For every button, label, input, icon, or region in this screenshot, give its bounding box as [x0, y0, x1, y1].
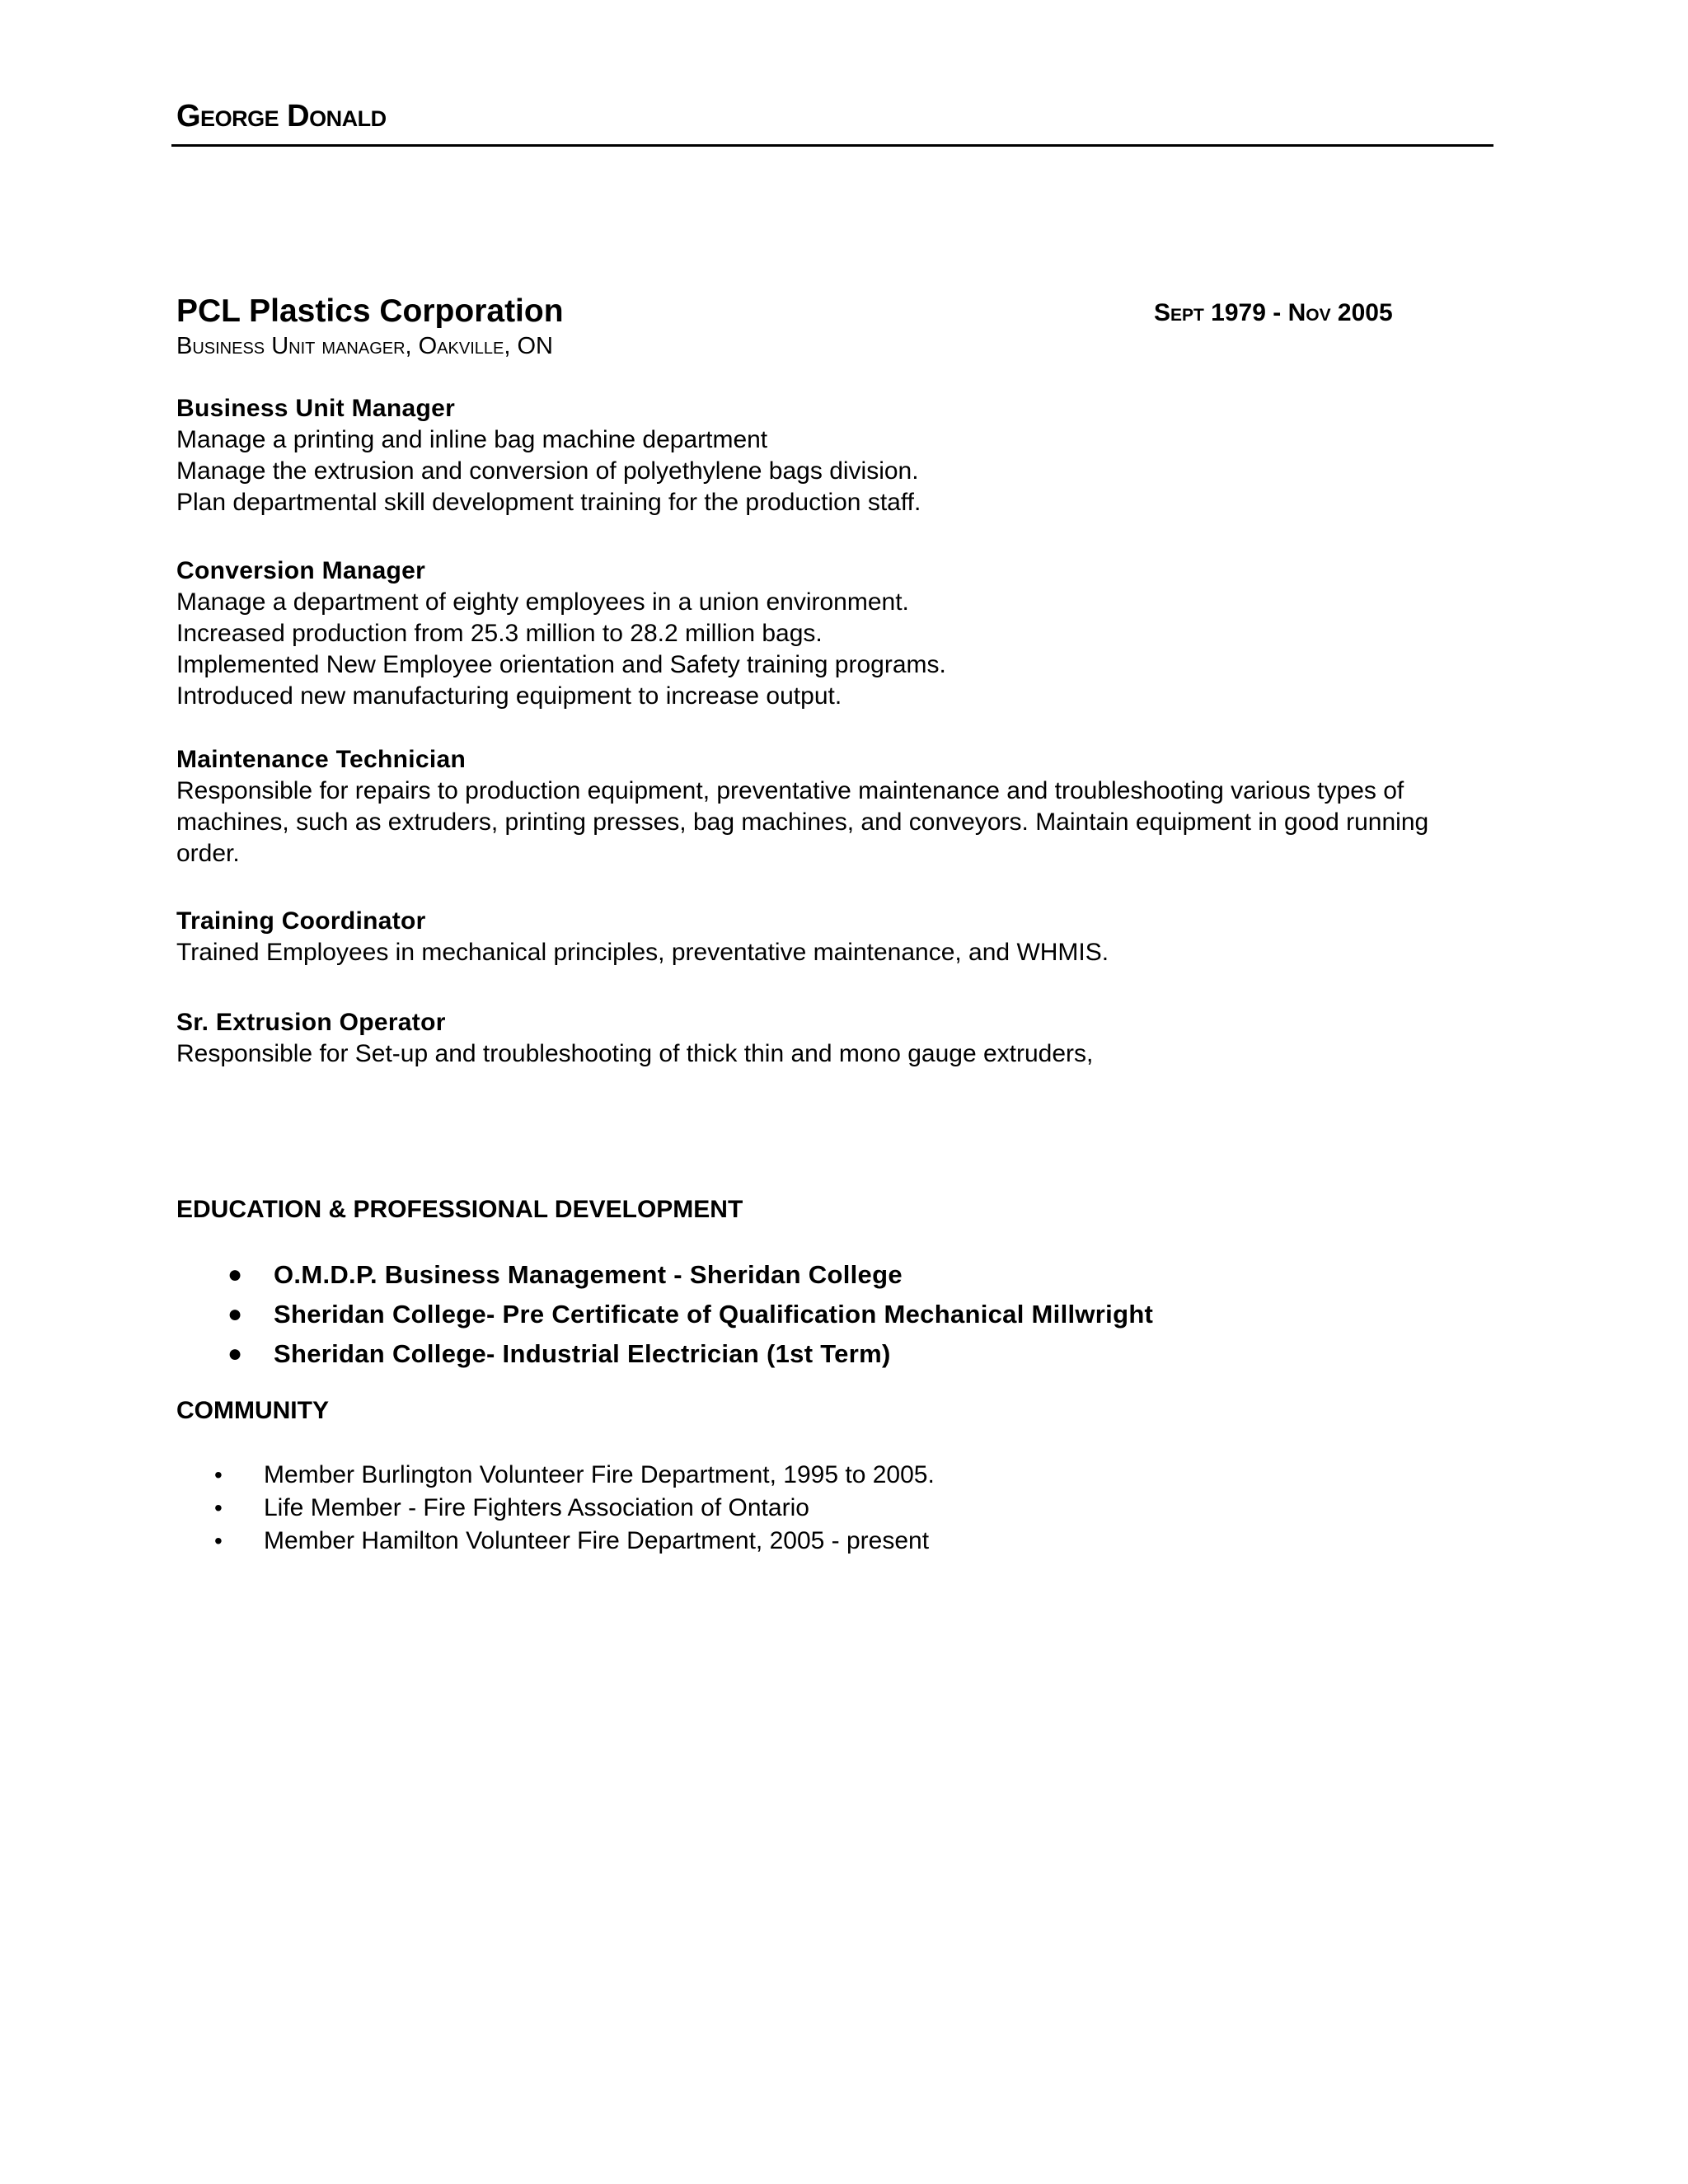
role-description: Responsible for repairs to production equipment, preventative maintenance and troubleshooting various types of machines, such as extruders, printing presses, bag machines, and conveyors. Maintain equipment in good running order. — [176, 777, 1429, 867]
role-line: Implemented New Employee orientation and Safety training programs. — [176, 651, 946, 678]
role-line: Increased production from 25.3 million to 28.2 million bags. — [176, 620, 823, 647]
company-name: PCL Plastics Corporation — [176, 293, 564, 329]
education-list — [176, 1255, 1153, 1374]
position-location: Business Unit manager, Oakville, ON — [176, 333, 553, 359]
role-line: Responsible for Set-up and troubleshooting of thick thin and mono gauge extruders, — [176, 1040, 1094, 1067]
role-line: Manage the extrusion and conversion of polyethylene bags division. — [176, 457, 919, 485]
role-title: Maintenance Technician — [176, 746, 467, 773]
role-title: Business Unit Manager — [176, 395, 456, 422]
role-line: Manage a department of eighty employees in a union environment. — [176, 588, 909, 616]
role-title: Sr. Extrusion Operator — [176, 1009, 446, 1036]
bullet-icon: • — [214, 1462, 223, 1488]
community-heading: COMMUNITY — [176, 1397, 329, 1424]
community-item — [176, 1459, 935, 1492]
role-title: Conversion Manager — [176, 557, 426, 584]
role-sr-extrusion-operator — [176, 1007, 1495, 1070]
bullet-icon: • — [214, 1495, 223, 1521]
bullet-icon: ● — [227, 1340, 243, 1367]
community-item — [176, 1492, 935, 1525]
community-item-text: Life Member - Fire Fighters Association of Ontario — [264, 1494, 809, 1521]
resume-name: George Donald — [176, 99, 387, 134]
education-item-text: Sheridan College- Pre Certificate of Qualification Mechanical Millwright — [274, 1300, 1154, 1329]
community-list — [176, 1459, 935, 1558]
employment-dates: Sept 1979 - Nov 2005 — [1154, 299, 1393, 326]
education-heading: EDUCATION & PROFESSIONAL DEVELOPMENT — [176, 1196, 743, 1223]
community-item — [176, 1525, 935, 1558]
role-line: Introduced new manufacturing equipment to increase output. — [176, 682, 842, 710]
bullet-icon: ● — [227, 1261, 243, 1288]
bullet-icon: ● — [227, 1301, 243, 1328]
role-training-coordinator — [176, 906, 1495, 968]
role-line: Plan departmental skill development training for the production staff. — [176, 489, 921, 516]
role-maintenance-technician — [176, 744, 1495, 869]
role-business-unit-manager — [176, 393, 1495, 518]
education-item-text: O.M.D.P. Business Management - Sheridan College — [274, 1260, 903, 1289]
header-rule — [171, 144, 1493, 147]
community-item-text: Member Burlington Volunteer Fire Department, 1995 to 2005. — [264, 1461, 935, 1488]
role-title: Training Coordinator — [176, 907, 426, 935]
education-item — [176, 1255, 1153, 1295]
education-item — [176, 1334, 1153, 1374]
education-item — [176, 1295, 1153, 1334]
bullet-icon: • — [214, 1528, 223, 1554]
role-conversion-manager — [176, 555, 1495, 712]
role-line: Trained Employees in mechanical principles, preventative maintenance, and WHMIS. — [176, 939, 1109, 966]
community-item-text: Member Hamilton Volunteer Fire Department, 2005 - present — [264, 1527, 930, 1554]
education-item-text: Sheridan College- Industrial Electrician (1st Term) — [274, 1339, 891, 1368]
role-line: Manage a printing and inline bag machine department — [176, 426, 768, 453]
